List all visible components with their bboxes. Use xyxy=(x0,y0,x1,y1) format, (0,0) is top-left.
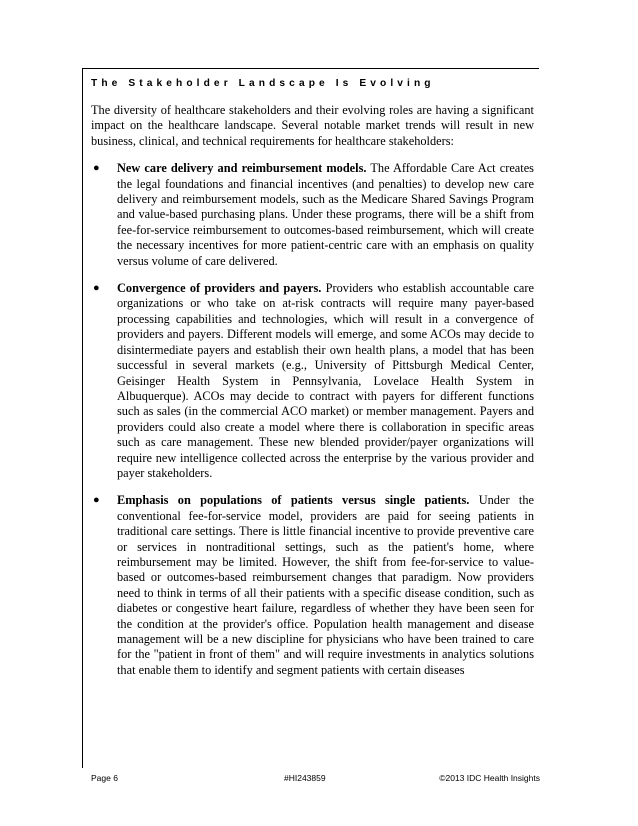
bullet-item-care-delivery xyxy=(91,161,534,269)
footer-doc-id: #HI243859 xyxy=(284,773,326,783)
bullet-body: Under the conventional fee-for-service model, providers are paid for seeing patients in traditional care settings. There is little financial incentive to provide preventive care or services in nontraditional settings, such as the patient's home, where reimbursement may be limited. However, the shift from fee-for-service to value-based or outcomes-based reimbursement changes that paradigm. Now providers need to think in terms of all their patients with a specific disease condition, such as diabetes or congestive heart failure, regardless of whether they have been seen for the condition at the provider's office. Population health management and disease management will be a new discipline for physicians who have been trained to care for the "patient in front of them" and will require investments in analytics solutions that enable them to identify and segment patients with certain diseases xyxy=(117,493,534,677)
bullet-item-populations xyxy=(91,493,534,678)
bullet-dot-icon: ● xyxy=(93,282,100,295)
bullet-lead: Emphasis on populations of patients versus single patients. xyxy=(117,493,470,508)
bullet-dot-icon: ● xyxy=(93,162,100,175)
body-content xyxy=(91,103,534,678)
bullet-dot-icon: ● xyxy=(93,494,100,507)
section-top-rule xyxy=(82,68,539,69)
page-footer xyxy=(91,773,540,787)
bullet-lead: Convergence of providers and payers. xyxy=(117,281,322,296)
section-heading: The Stakeholder Landscape Is Evolving xyxy=(91,78,435,89)
footer-page-number: Page 6 xyxy=(91,773,118,783)
bullet-body: The Affordable Care Act creates the legal foundations and financial incentives (and penalties) to develop new care delivery and reimbursement models, such as the Medicare Shared Savings Program and value-based purchasing plans. Under these programs, there will be a shift from fee-for-service reimbursement to outcomes-based reimbursement, which will create the necessary incentives for more patient-centric care with an emphasis on quality versus volume of care delivered. xyxy=(117,161,534,268)
bullet-body: Providers who establish accountable care organizations or who take on at-risk contracts will require many payer-based processing capabilities and technologies, which will result in a convergence of providers and payers. Different models will emerge, and some ACOs may decide to disintermediate payers and establish their own health plans, a model that has been successful in several markets (e.g., University of Pittsburgh Medical Center, Geisinger Health System in Pennsylvania, Lovelace Health System in Albuquerque). ACOs may decide to contract with payers for different functions such as sales (in the commercial ACO market) or member management. Payers and providers could also create a model where there is collaboration in specific areas such as care management. These new blended provider/payer organizations will require new intelligence collected across the enterprise by the various provider and payer stakeholders. xyxy=(117,281,534,480)
bullet-lead: New care delivery and reimbursement models. xyxy=(117,161,367,176)
bullet-text xyxy=(117,493,534,678)
bullet-text xyxy=(117,281,534,481)
intro-paragraph: The diversity of healthcare stakeholders and their evolving roles are having a significant impact on the healthcare landscape. Several notable market trends will result in new business, clinical, and technical requirements for healthcare stakeholders: xyxy=(91,103,534,148)
bullet-item-convergence xyxy=(91,281,534,481)
bullet-text xyxy=(117,161,534,269)
footer-copyright: ©2013 IDC Health Insights xyxy=(439,773,540,783)
